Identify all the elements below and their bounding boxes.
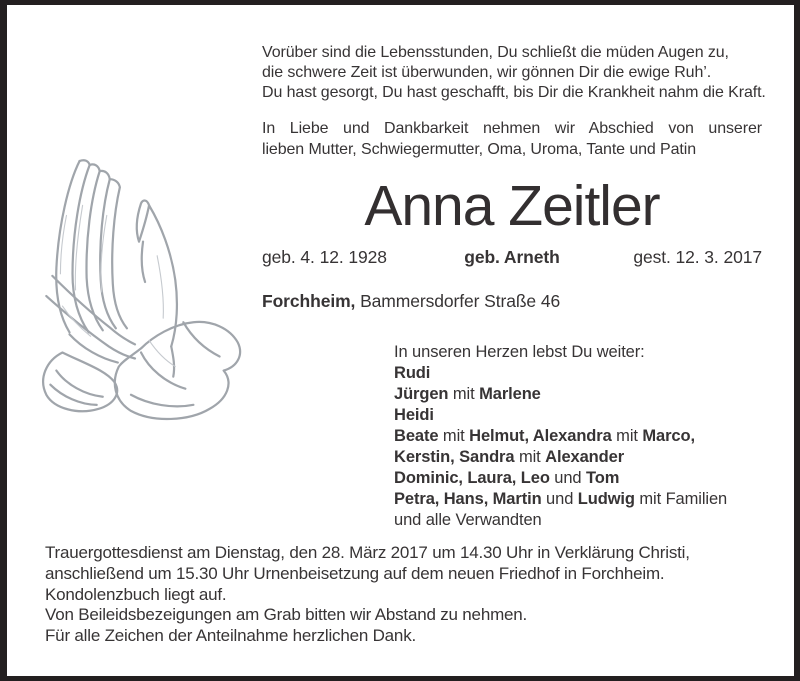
deceased-name: Anna Zeitler (364, 174, 660, 238)
mourner-name-segment: mit (514, 448, 546, 466)
residence-street: Bammersdorfer Straße 46 (360, 291, 561, 311)
verse-line: die schwere Zeit ist überwunden, wir gönnen Dir die ewige Ruh’. (262, 64, 712, 81)
mourner-name-segment: Jürgen (394, 385, 449, 403)
mourner-name-segment: mit (448, 385, 480, 403)
praying-hands-icon (22, 155, 254, 427)
intro-line: lieben Mutter, Schwiegermutter, Oma, Uroma, Tante und Patin (262, 140, 697, 158)
service-line: Für alle Zeichen der Anteilnahme herzlichen Dank. (45, 626, 417, 646)
mourner-line (394, 510, 762, 531)
mourner-name-segment: Beate (394, 427, 439, 445)
maiden-name: geb. Arneth (464, 247, 560, 267)
mourner-name-segment: mit (611, 427, 643, 445)
mourner-line (394, 405, 762, 426)
announcement-column (262, 43, 766, 531)
mourner-name-segment: und (541, 490, 578, 508)
farewell-intro (262, 119, 762, 160)
memorial-verse (262, 43, 766, 103)
mourner-line (394, 468, 762, 489)
mourner-name-segment: Marlene (479, 385, 541, 403)
service-line: Kondolenzbuch liegt auf. (45, 584, 227, 604)
mourner-name-segment: Marco, (642, 427, 695, 445)
death-date: gest. 12. 3. 2017 (633, 247, 762, 267)
mourner-name-segment: Rudi (394, 364, 431, 382)
mourner-line (394, 426, 762, 447)
residence-line (262, 290, 762, 312)
service-line: Von Beileidsbezeigungen am Grab bitten wir Abstand zu nehmen. (45, 605, 528, 625)
life-dates-row (262, 246, 762, 268)
service-line: anschließend um 15.30 Uhr Urnenbeisetzung auf dem neuen Friedhof in Forchheim. (45, 563, 665, 583)
intro-line: In Liebe und Dankbarkeit nehmen wir Abschied von unserer (262, 120, 762, 137)
mourner-line (394, 447, 762, 468)
mourner-name-segment: und (549, 469, 586, 487)
mourner-name-segment: Heidi (394, 406, 434, 424)
residence-city: Forchheim, (262, 291, 356, 311)
mourner-line (394, 384, 762, 405)
mourner-name-segment: Tom (586, 469, 620, 487)
funeral-service-info (45, 543, 690, 647)
mourner-name-segment: Ludwig (577, 490, 635, 508)
mourner-name-segment: mit (438, 427, 470, 445)
mourner-name-segment: Helmut, Alexandra (469, 427, 612, 445)
mourner-name-segment: Kerstin, Sandra (394, 448, 515, 466)
mourners-intro: In unseren Herzen lebst Du weiter: (394, 343, 645, 361)
verse-line: Du hast gesorgt, Du hast geschafft, bis Dir die Krankheit nahm die Kraft. (262, 84, 766, 101)
mourner-line (394, 363, 762, 384)
mourners-list (394, 342, 762, 531)
service-line: Trauergottesdienst am Dienstag, den 28. März 2017 um 14.30 Uhr in Verklärung Christi, (45, 543, 690, 562)
verse-line: Vorüber sind die Lebensstunden, Du schließt die müden Augen zu, (262, 44, 729, 61)
birth-date: geb. 4. 12. 1928 (262, 247, 387, 267)
mourner-line (394, 489, 762, 510)
mourner-name-segment: und alle Verwandten (394, 511, 542, 529)
mourner-name-segment: mit Familien (634, 490, 728, 508)
mourner-name-segment: Dominic, Laura, Leo (394, 469, 550, 487)
mourner-name-segment: Petra, Hans, Martin (394, 490, 542, 508)
mourner-name-segment: Alexander (545, 448, 625, 466)
